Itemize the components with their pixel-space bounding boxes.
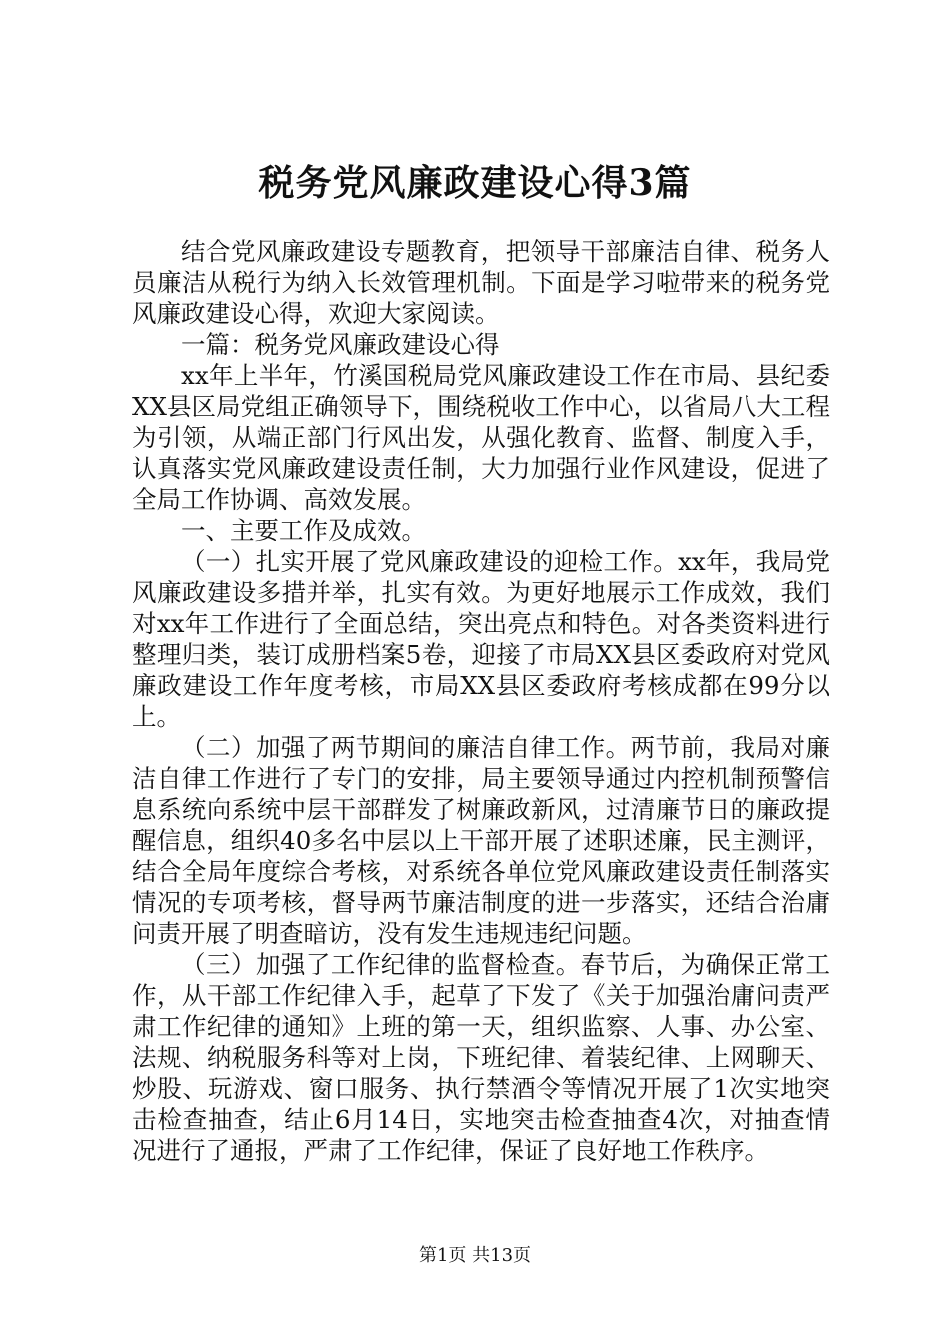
intro-paragraph: 结合党风廉政建设专题教育，把领导干部廉洁自律、税务人员廉洁从税行为纳入长效管理机制。下面是学习啦带来的税务党风廉政建设心得，欢迎大家阅读。	[132, 237, 830, 328]
subsection-heading: 一、主要工作及成效。	[181, 516, 426, 545]
document-body	[132, 236, 830, 1166]
body-paragraph: （二）加强了两节期间的廉洁自律工作。两节前，我局对廉洁自律工作进行了专门的安排，局主要领导通过内控机制预警信息系统向系统中层干部群发了树廉政新风，过清廉节日的廉政提醒信息，组织40多名中层以上干部开展了述职述廉，民主测评，结合全局年度综合考核，对系统各单位党风廉政建设责任制落实情况的专项考核，督导两节廉洁制度的进一步落实，还结合治庸问责开展了明查暗访，没有发生违规违纪问题。	[132, 733, 830, 948]
page-number-footer: 第1页 共13页	[418, 1245, 532, 1266]
body-paragraph: （一）扎实开展了党风廉政建设的迎检工作。xx年，我局党风廉政建设多措并举，扎实有效。为更好地展示工作成效，我们对xx年工作进行了全面总结，突出亮点和特色。对各类资料进行整理归类，装订成册档案5卷，迎接了市局XX县区委政府对党风廉政建设工作年度考核，市局XX县区委政府考核成都在99分以上。	[132, 547, 830, 731]
section-heading-1: 一篇：税务党风廉政建设心得	[181, 330, 500, 359]
body-paragraph: xx年上半年，竹溪国税局党风廉政建设工作在市局、县纪委XX县区局党组正确领导下，围绕税收工作中心，以省局八大工程为引领，从端正部门行风出发，从强化教育、监督、制度入手，认真落实党风廉政建设责任制，大力加强行业作风建设，促进了全局工作协调、高效发展。	[132, 361, 830, 514]
body-paragraph: （三）加强了工作纪律的监督检查。春节后，为确保正常工作，从干部工作纪律入手，起草了下发了《关于加强治庸问责严肃工作纪律的通知》上班的第一天，组织监察、人事、办公室、法规、纳税服务科等对上岗，下班纪律、着装纪律、上网聊天、炒股、玩游戏、窗口服务、执行禁酒令等情况开展了1次实地突击检查抽查，结止6月14日，实地突击检查抽查4次，对抽查情况进行了通报，严肃了工作纪律，保证了良好地工作秩序。	[132, 950, 830, 1165]
document-title: 税务党风廉政建设心得3篇	[258, 162, 692, 204]
